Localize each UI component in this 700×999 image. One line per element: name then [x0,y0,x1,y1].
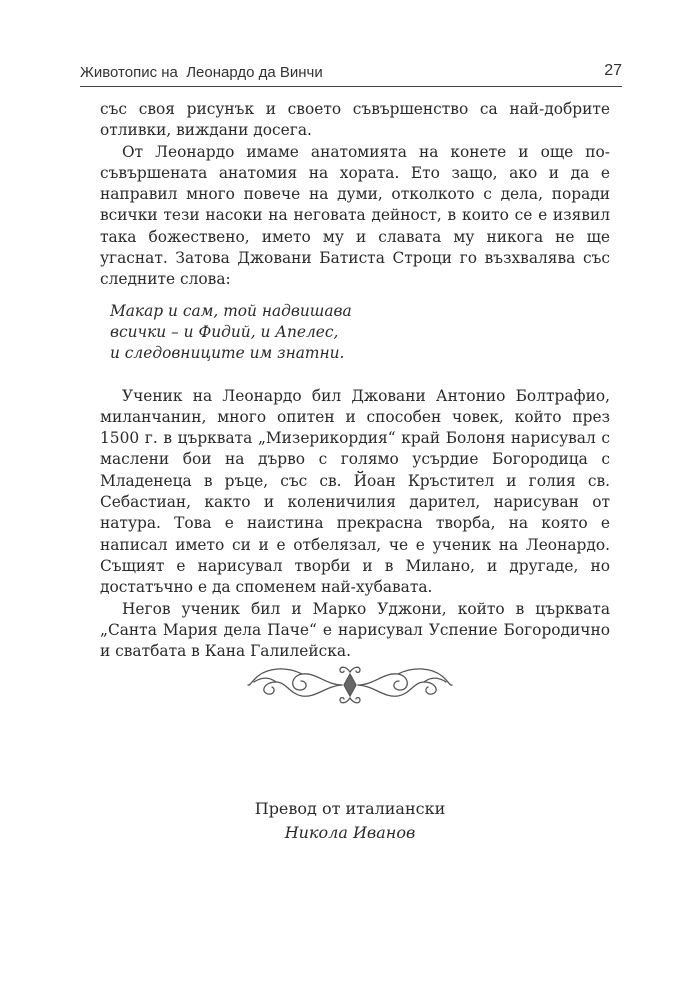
verse-line: и следовниците им знатни. [110,344,345,363]
main-text [100,99,610,662]
paragraph-boltraffio: Ученик на Леонардо бил Джовани Антонио Болтрафио, миланчанин, много опитен и способен човек, който през 1500 г. в църквата „Мизерикордия“ край Болоня нарисувал с маслени бои на дърво с голямо усърдие Богородица с Младенеца в ръце, със св. Йоан Кръстител и голия св. Себастиан, както и коленичилия дарител, нарисуван от натура. Това е наистина прекрасна творба, на която е написал името си и е отбелязал, че е ученик на Леонардо. Същият е нарисувал творби и в Милано, и другаде, но достатъчно е да споменем най-хубавата. [100,386,610,597]
paragraph-anatomy: От Леонардо имаме анатомията на конете и още по-съвършената анатомия на хората. Ето защо, ако и да е направил много повече на думи, отколкото с дела, поради всички тези насоки на неговата дейност, в които се е изявил така божествено, името му и славата му никога не ще угаснат. Затова Джовани Батиста Строци го възхвалява със следните слова: [100,142,610,289]
translation-credits [200,797,500,845]
translator-name: Никола Иванов [284,823,416,842]
decorative-flourish-icon [246,660,454,710]
paragraph-oggiono: Негов ученик бил и Марко Уджони, който в църквата „Санта Мария дела Паче“ е нарисувал Успение Богородично и сватбата в Кана Галилейска. [100,599,610,661]
header-divider [80,86,622,87]
verse-line: Макар и сам, той надвишава [110,301,352,320]
translation-label: Превод от италиански [254,799,446,818]
verse-quote [110,301,610,365]
paragraph-continuation: със своя рисунък и своето съвършенство са най-добрите отливки, виждани досега. [100,100,610,140]
page-number: 27 [604,62,622,79]
running-header-title: Животопис на Леонардо да Винчи [80,64,323,81]
verse-line: всички – и Фидий, и Апелес, [110,322,339,341]
running-header [80,62,622,84]
